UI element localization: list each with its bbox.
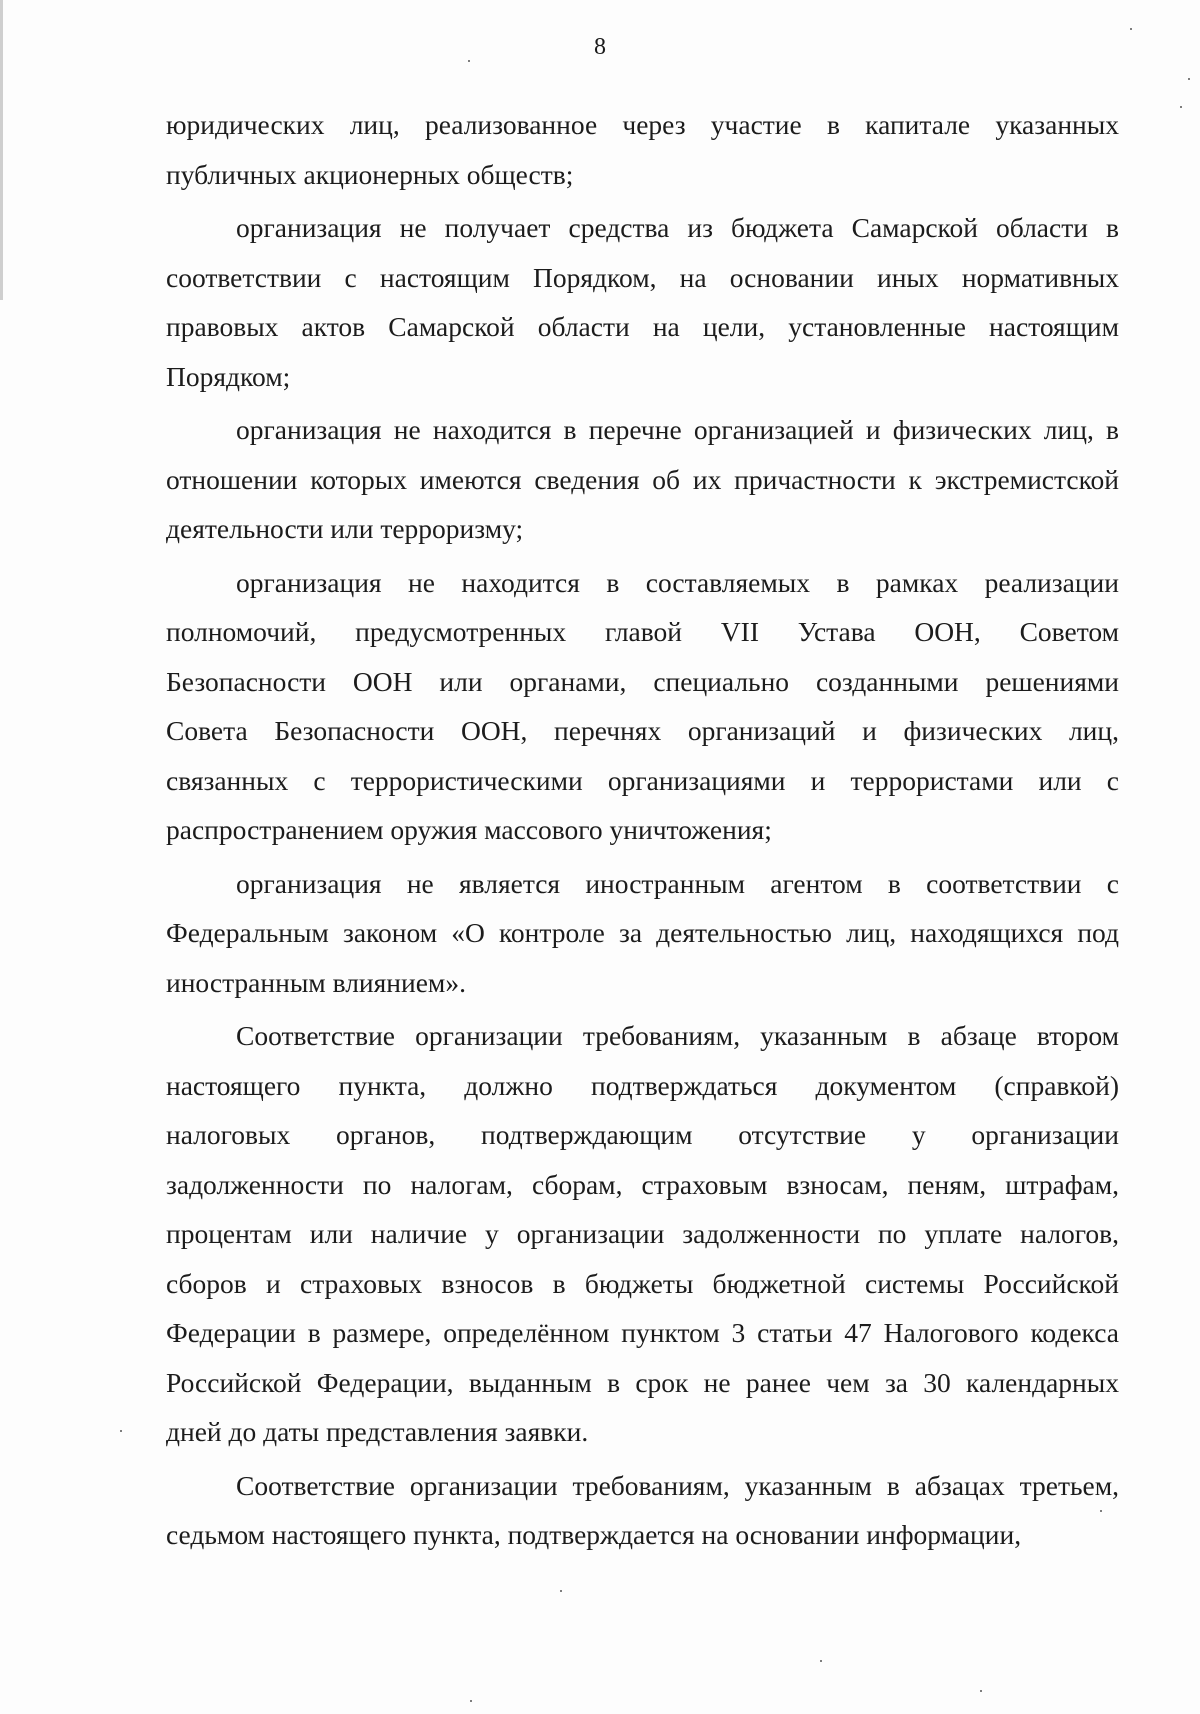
- text-line: деятельности или терроризму;: [166, 513, 524, 544]
- text-line: седьмом настоящего пункта, подтверждается на основании информации,: [166, 1519, 1022, 1550]
- text-line: Российской Федерации, выданным в срок не ранее чем за 30 календарных: [166, 1366, 1119, 1398]
- document-body: [166, 100, 1119, 1560]
- text-line: Безопасности ООН или органами, специально созданными решениями: [166, 665, 1119, 697]
- text-line: публичных акционерных обществ;: [166, 158, 574, 190]
- scan-speck: [120, 1430, 122, 1432]
- text-line: настоящего пункта, должно подтверждаться документом (справкой): [166, 1069, 1119, 1101]
- text-line: Соответствие организации требованиям, указанным в абзацах третьем,: [236, 1469, 1119, 1501]
- text-line: распространением оружия массового уничтожения;: [166, 814, 772, 845]
- scan-speck: [980, 1690, 982, 1692]
- text-line: организация не находится в перечне организацией и физических лиц, в: [236, 414, 1119, 445]
- text-line: налоговых органов, подтверждающим отсутствие у организации: [166, 1119, 1119, 1150]
- text-line: Федеральным законом «О контроле за деятельностью лиц, находящихся под: [166, 917, 1119, 948]
- text-line: Федерации в размере, определённом пунктом 3 статьи 47 Налогового кодекса: [166, 1317, 1119, 1348]
- text-line: организация не находится в составляемых в рамках реализации: [236, 566, 1119, 598]
- text-line: иностранным влиянием».: [166, 966, 466, 998]
- text-line: юридических лиц, реализованное через участие в капитале указанных: [166, 109, 1119, 140]
- paragraph: [166, 203, 1119, 401]
- scan-speck: [1180, 106, 1182, 108]
- text-line: задолженности по налогам, сборам, страховым взносам, пеням, штрафам,: [166, 1168, 1119, 1200]
- scan-speck: [1100, 1510, 1102, 1512]
- scan-speck: [820, 1660, 822, 1662]
- text-line: отношении которых имеются сведения об их причастности к экстремистской: [166, 463, 1119, 495]
- text-line: полномочий, предусмотренных главой VII Устава ООН, Советом: [166, 616, 1119, 647]
- text-line: Совета Безопасности ООН, перечнях организаций и физических лиц,: [166, 715, 1119, 746]
- text-line: организация не получает средства из бюджета Самарской области в: [236, 212, 1119, 243]
- text-line: Соответствие организации требованиям, указанным в абзаце втором: [236, 1020, 1119, 1051]
- scan-speck: [1130, 28, 1132, 30]
- text-line: Порядком;: [166, 360, 291, 392]
- text-line: соответствии с настоящим Порядком, на основании иных нормативных: [166, 261, 1119, 293]
- paragraph: [166, 859, 1119, 1008]
- paragraph: [166, 100, 1119, 199]
- paragraph: [166, 558, 1119, 855]
- scan-speck: [560, 1590, 562, 1592]
- text-line: связанных с террористическими организациями и террористами или с: [166, 764, 1119, 796]
- paragraph: [166, 1011, 1119, 1457]
- scan-speck: [1188, 78, 1190, 80]
- text-line: правовых актов Самарской области на цели, установленные настоящим: [166, 311, 1119, 342]
- text-line: организация не является иностранным агентом в соответствии с: [236, 867, 1119, 899]
- scan-speck: [468, 60, 470, 62]
- scan-speck: [470, 1700, 472, 1702]
- text-line: сборов и страховых взносов в бюджеты бюджетной системы Российской: [166, 1267, 1119, 1299]
- page-number: 8: [594, 34, 606, 60]
- paragraph: [166, 1461, 1119, 1560]
- paragraph: [166, 405, 1119, 554]
- text-line: дней до даты представления заявки.: [166, 1416, 589, 1447]
- text-line: процентам или наличие у организации задолженности по уплате налогов,: [166, 1218, 1119, 1249]
